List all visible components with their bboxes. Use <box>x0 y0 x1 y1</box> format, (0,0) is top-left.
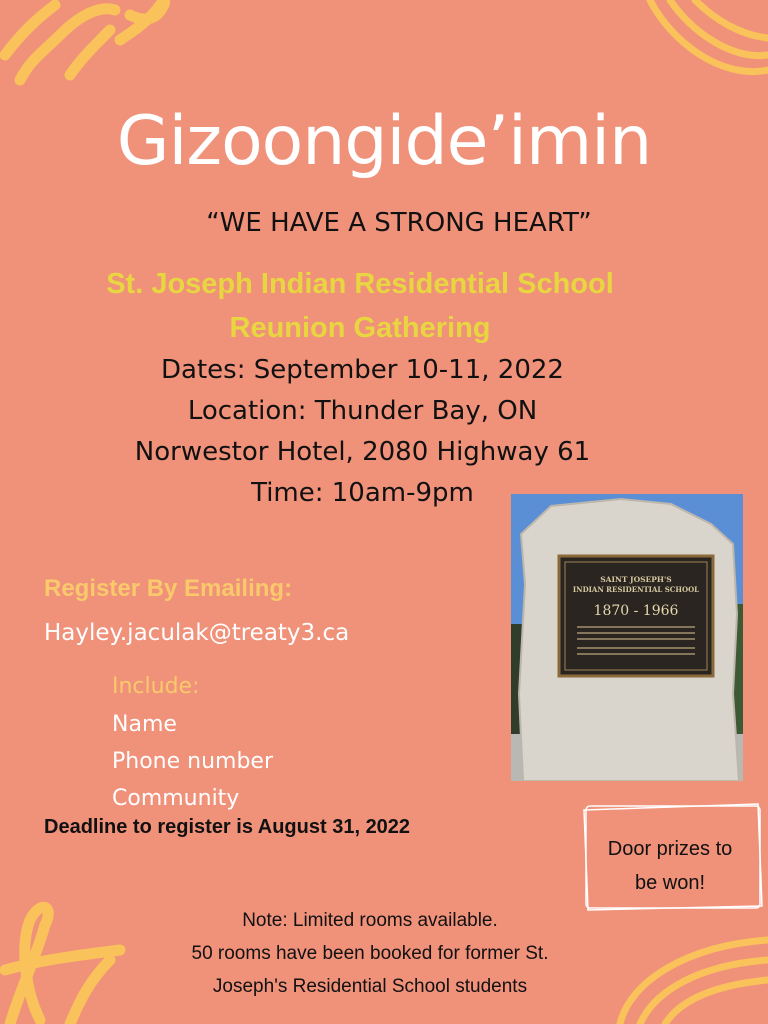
tagline: “WE HAVE A STRONG HEART” <box>206 208 592 238</box>
event-details <box>0 350 725 514</box>
registration-email-link[interactable]: Hayley.jaculak@treaty3.ca <box>44 620 350 646</box>
note-line2: 50 rooms have been booked for former St. <box>191 943 549 964</box>
include-label: Include: <box>112 674 200 699</box>
door-prizes-line2: be won! <box>634 872 706 894</box>
decorative-squiggle-top-left <box>0 0 170 105</box>
door-prizes-line1: Door prizes to <box>607 838 733 860</box>
door-prizes-text <box>582 832 758 900</box>
decorative-circle-top-right <box>640 0 768 90</box>
event-location: Location: Thunder Bay, ON <box>187 396 538 426</box>
register-heading: Register By Emailing: <box>44 575 293 602</box>
memorial-plaque-photo <box>511 494 743 781</box>
plaque-title-line2: INDIAN RESIDENTIAL SCHOOL <box>572 585 700 594</box>
event-time: Time: 10am-9pm <box>251 478 474 508</box>
event-venue: Norwestor Hotel, 2080 Highway 61 <box>134 437 591 467</box>
note-line1: Note: Limited rooms available. <box>242 910 498 931</box>
page-title: Gizoongide’imin <box>116 102 652 181</box>
school-name: St. Joseph Indian Residential School <box>106 268 614 300</box>
registration-deadline: Deadline to register is August 31, 2022 <box>44 816 411 838</box>
list-item: Name <box>112 712 177 737</box>
plaque-title-line1: SAINT JOSEPH'S <box>600 575 672 584</box>
list-item: Community <box>112 786 240 811</box>
gathering-name: Reunion Gathering <box>229 312 491 344</box>
event-dates: Dates: September 10-11, 2022 <box>161 355 564 385</box>
include-list <box>112 706 273 817</box>
rooms-note <box>90 904 650 1003</box>
plaque-years: 1870 - 1966 <box>593 603 679 619</box>
list-item: Phone number <box>112 749 274 774</box>
note-line3: Joseph's Residential School students <box>212 976 528 997</box>
event-heading <box>0 262 720 350</box>
